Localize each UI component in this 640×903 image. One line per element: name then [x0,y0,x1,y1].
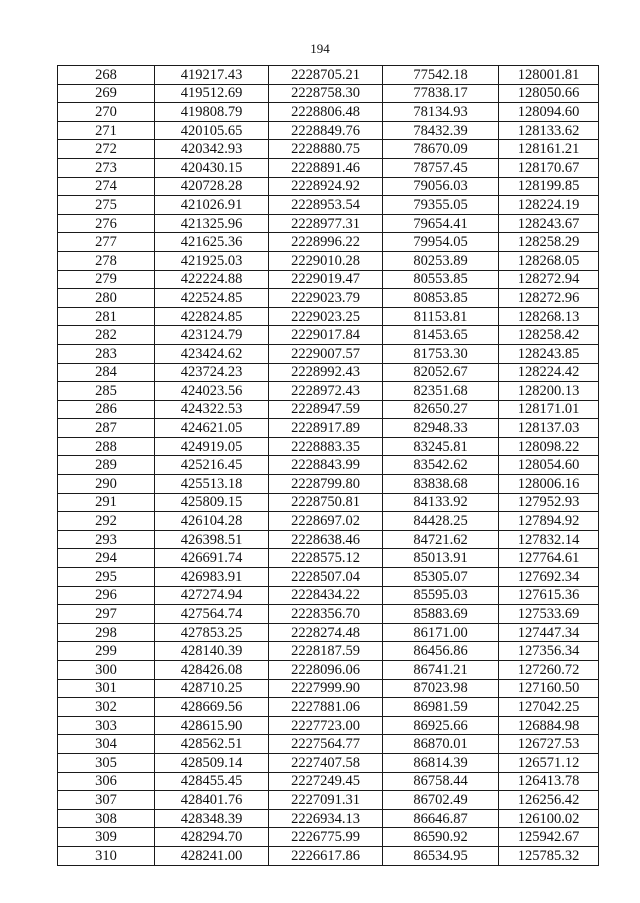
point-number-cell: 270 [58,103,155,122]
coord-a-y-cell: 2227091.31 [269,791,383,810]
coord-a-x-cell: 428669.56 [155,698,269,717]
table-row [58,753,599,772]
coord-a-x-cell: 420342.93 [155,140,269,159]
coord-b-y-cell: 128224.42 [499,363,599,382]
coord-b-x-cell: 79355.05 [383,196,499,215]
table-row [58,251,599,270]
coord-b-x-cell: 79954.05 [383,233,499,252]
coord-b-y-cell: 125942.67 [499,828,599,847]
coord-a-x-cell: 420430.15 [155,158,269,177]
coord-a-x-cell: 425809.15 [155,493,269,512]
coord-b-y-cell: 126727.53 [499,735,599,754]
coord-b-x-cell: 86534.95 [383,846,499,865]
coord-a-y-cell: 2227564.77 [269,735,383,754]
coord-a-x-cell: 427853.25 [155,623,269,642]
coord-b-x-cell: 77542.18 [383,66,499,85]
coord-b-x-cell: 86741.21 [383,661,499,680]
coord-b-x-cell: 79056.03 [383,177,499,196]
coord-b-y-cell: 127832.14 [499,530,599,549]
coord-b-y-cell: 128054.60 [499,456,599,475]
coord-b-y-cell: 128006.16 [499,475,599,494]
point-number-cell: 276 [58,214,155,233]
coord-b-y-cell: 128258.42 [499,326,599,345]
coord-a-y-cell: 2228880.75 [269,140,383,159]
coord-a-x-cell: 427274.94 [155,586,269,605]
table-row [58,84,599,103]
coord-a-x-cell: 428294.70 [155,828,269,847]
coord-a-x-cell: 421925.03 [155,251,269,270]
coord-b-y-cell: 127764.61 [499,549,599,568]
coord-a-x-cell: 421026.91 [155,196,269,215]
coord-a-y-cell: 2228947.59 [269,400,383,419]
point-number-cell: 287 [58,419,155,438]
coord-a-y-cell: 2228917.89 [269,419,383,438]
coord-b-y-cell: 128243.85 [499,344,599,363]
coord-b-x-cell: 82948.33 [383,419,499,438]
coord-b-y-cell: 128200.13 [499,382,599,401]
table-row [58,196,599,215]
coord-b-y-cell: 128001.81 [499,66,599,85]
coord-b-x-cell: 85595.03 [383,586,499,605]
coord-a-x-cell: 426398.51 [155,530,269,549]
point-number-cell: 281 [58,307,155,326]
coord-a-y-cell: 2229017.84 [269,326,383,345]
table-row [58,568,599,587]
coord-a-y-cell: 2228953.54 [269,196,383,215]
table-row [58,623,599,642]
coord-a-x-cell: 424919.05 [155,437,269,456]
point-number-cell: 310 [58,846,155,865]
table-row [58,493,599,512]
table-row [58,661,599,680]
coord-b-y-cell: 128258.29 [499,233,599,252]
table-row [58,140,599,159]
coord-b-x-cell: 86590.92 [383,828,499,847]
coord-b-y-cell: 125785.32 [499,846,599,865]
table-row [58,177,599,196]
coord-a-x-cell: 426104.28 [155,512,269,531]
table-row [58,828,599,847]
table-row [58,586,599,605]
coord-a-x-cell: 419217.43 [155,66,269,85]
coord-a-x-cell: 428401.76 [155,791,269,810]
point-number-cell: 307 [58,791,155,810]
coord-a-y-cell: 2229023.25 [269,307,383,326]
table-row [58,772,599,791]
coord-b-y-cell: 128268.05 [499,251,599,270]
coord-a-x-cell: 424322.53 [155,400,269,419]
coord-b-x-cell: 86171.00 [383,623,499,642]
point-number-cell: 274 [58,177,155,196]
coord-a-y-cell: 2228972.43 [269,382,383,401]
coord-b-x-cell: 80853.85 [383,289,499,308]
point-number-cell: 278 [58,251,155,270]
table-row [58,363,599,382]
coord-b-x-cell: 78432.39 [383,121,499,140]
coord-a-y-cell: 2228274.48 [269,623,383,642]
point-number-cell: 304 [58,735,155,754]
coord-a-x-cell: 420728.28 [155,177,269,196]
coord-a-y-cell: 2228575.12 [269,549,383,568]
coord-a-y-cell: 2228697.02 [269,512,383,531]
coord-b-x-cell: 83542.62 [383,456,499,475]
coord-a-y-cell: 2228638.46 [269,530,383,549]
coord-a-y-cell: 2228187.59 [269,642,383,661]
coord-a-y-cell: 2227881.06 [269,698,383,717]
table-row [58,214,599,233]
coord-b-x-cell: 82650.27 [383,400,499,419]
coord-a-y-cell: 2228356.70 [269,605,383,624]
coord-a-x-cell: 428426.08 [155,661,269,680]
table-body [58,66,599,866]
coord-a-y-cell: 2228799.80 [269,475,383,494]
coord-a-y-cell: 2226934.13 [269,809,383,828]
point-number-cell: 277 [58,233,155,252]
table-row [58,698,599,717]
coord-b-y-cell: 128224.19 [499,196,599,215]
coord-a-y-cell: 2229023.79 [269,289,383,308]
coord-a-y-cell: 2229019.47 [269,270,383,289]
coord-b-y-cell: 127533.69 [499,605,599,624]
point-number-cell: 271 [58,121,155,140]
coord-b-y-cell: 128268.13 [499,307,599,326]
coord-b-x-cell: 80553.85 [383,270,499,289]
coord-b-x-cell: 85305.07 [383,568,499,587]
point-number-cell: 300 [58,661,155,680]
coord-a-x-cell: 424621.05 [155,419,269,438]
coord-a-x-cell: 420105.65 [155,121,269,140]
point-number-cell: 297 [58,605,155,624]
coord-b-y-cell: 126256.42 [499,791,599,810]
table-row [58,475,599,494]
coord-b-y-cell: 127356.34 [499,642,599,661]
coord-a-x-cell: 419808.79 [155,103,269,122]
coord-b-x-cell: 81453.65 [383,326,499,345]
coord-b-y-cell: 128199.85 [499,177,599,196]
coord-b-y-cell: 128272.94 [499,270,599,289]
coord-a-y-cell: 2228434.22 [269,586,383,605]
coord-a-y-cell: 2228883.35 [269,437,383,456]
coord-a-x-cell: 422824.85 [155,307,269,326]
coord-b-y-cell: 128133.62 [499,121,599,140]
table-row [58,307,599,326]
table-row [58,400,599,419]
point-number-cell: 292 [58,512,155,531]
point-number-cell: 286 [58,400,155,419]
coord-a-y-cell: 2228096.06 [269,661,383,680]
coord-a-y-cell: 2228891.46 [269,158,383,177]
coord-a-y-cell: 2228849.76 [269,121,383,140]
coord-b-y-cell: 126884.98 [499,716,599,735]
coord-a-y-cell: 2228507.04 [269,568,383,587]
coord-b-x-cell: 87023.98 [383,679,499,698]
coord-a-x-cell: 423124.79 [155,326,269,345]
coord-b-x-cell: 86814.39 [383,753,499,772]
coord-b-x-cell: 86925.66 [383,716,499,735]
coord-a-x-cell: 422524.85 [155,289,269,308]
table-row [58,326,599,345]
point-number-cell: 306 [58,772,155,791]
coord-b-y-cell: 127260.72 [499,661,599,680]
table-row [58,158,599,177]
coord-a-x-cell: 424023.56 [155,382,269,401]
coord-a-x-cell: 425216.45 [155,456,269,475]
table-row [58,344,599,363]
point-number-cell: 285 [58,382,155,401]
coord-b-y-cell: 128171.01 [499,400,599,419]
point-number-cell: 296 [58,586,155,605]
coord-b-x-cell: 78757.45 [383,158,499,177]
coord-b-x-cell: 84133.92 [383,493,499,512]
table-row [58,846,599,865]
table-row [58,549,599,568]
table-row [58,382,599,401]
coord-b-x-cell: 81753.30 [383,344,499,363]
point-number-cell: 303 [58,716,155,735]
point-number-cell: 289 [58,456,155,475]
point-number-cell: 299 [58,642,155,661]
coord-b-y-cell: 126100.02 [499,809,599,828]
point-number-cell: 291 [58,493,155,512]
coord-b-x-cell: 86981.59 [383,698,499,717]
coord-a-x-cell: 426691.74 [155,549,269,568]
coord-b-x-cell: 83838.68 [383,475,499,494]
coord-b-y-cell: 128098.22 [499,437,599,456]
coord-b-x-cell: 80253.89 [383,251,499,270]
table-row [58,809,599,828]
coord-a-x-cell: 428710.25 [155,679,269,698]
coord-b-x-cell: 79654.41 [383,214,499,233]
point-number-cell: 284 [58,363,155,382]
table-row [58,233,599,252]
coord-a-y-cell: 2227999.90 [269,679,383,698]
coord-a-x-cell: 422224.88 [155,270,269,289]
coord-b-y-cell: 127160.50 [499,679,599,698]
table-row [58,456,599,475]
coord-b-x-cell: 84721.62 [383,530,499,549]
point-number-cell: 275 [58,196,155,215]
table-row [58,791,599,810]
coord-b-x-cell: 84428.25 [383,512,499,531]
coord-b-y-cell: 128050.66 [499,84,599,103]
coord-b-x-cell: 82351.68 [383,382,499,401]
table-row [58,66,599,85]
point-number-cell: 288 [58,437,155,456]
point-number-cell: 268 [58,66,155,85]
coord-a-x-cell: 428615.90 [155,716,269,735]
coord-a-y-cell: 2228705.21 [269,66,383,85]
coord-b-y-cell: 127692.34 [499,568,599,587]
coord-b-x-cell: 86702.49 [383,791,499,810]
table-row [58,437,599,456]
coord-b-x-cell: 85883.69 [383,605,499,624]
coord-a-x-cell: 421625.36 [155,233,269,252]
point-number-cell: 273 [58,158,155,177]
table-row [58,419,599,438]
point-number-cell: 280 [58,289,155,308]
table-row [58,735,599,754]
point-number-cell: 290 [58,475,155,494]
coord-a-x-cell: 426983.91 [155,568,269,587]
table-row [58,605,599,624]
coord-a-y-cell: 2228843.99 [269,456,383,475]
point-number-cell: 272 [58,140,155,159]
table-row [58,679,599,698]
table-row [58,103,599,122]
coord-b-y-cell: 127894.92 [499,512,599,531]
coord-a-y-cell: 2226617.86 [269,846,383,865]
point-number-cell: 301 [58,679,155,698]
coord-b-x-cell: 81153.81 [383,307,499,326]
point-number-cell: 305 [58,753,155,772]
coord-b-x-cell: 85013.91 [383,549,499,568]
point-number-cell: 309 [58,828,155,847]
coord-a-y-cell: 2228924.92 [269,177,383,196]
coord-b-y-cell: 127615.36 [499,586,599,605]
coord-a-y-cell: 2228806.48 [269,103,383,122]
coord-b-x-cell: 82052.67 [383,363,499,382]
coord-b-y-cell: 128094.60 [499,103,599,122]
coord-b-x-cell: 86758.44 [383,772,499,791]
coord-b-x-cell: 77838.17 [383,84,499,103]
coord-b-x-cell: 86456.86 [383,642,499,661]
coord-a-x-cell: 421325.96 [155,214,269,233]
page-number: 194 [310,41,330,56]
coord-a-y-cell: 2229010.28 [269,251,383,270]
coord-a-x-cell: 425513.18 [155,475,269,494]
point-number-cell: 279 [58,270,155,289]
table-row [58,642,599,661]
coord-b-x-cell: 86870.01 [383,735,499,754]
coord-b-y-cell: 128170.67 [499,158,599,177]
coord-b-x-cell: 78670.09 [383,140,499,159]
coord-b-x-cell: 83245.81 [383,437,499,456]
coord-b-y-cell: 128161.21 [499,140,599,159]
point-number-cell: 283 [58,344,155,363]
point-number-cell: 298 [58,623,155,642]
coord-a-y-cell: 2228996.22 [269,233,383,252]
coordinates-table [57,65,599,866]
coord-a-y-cell: 2227723.00 [269,716,383,735]
coord-b-x-cell: 86646.87 [383,809,499,828]
coord-a-x-cell: 419512.69 [155,84,269,103]
table-row [58,289,599,308]
coord-a-x-cell: 427564.74 [155,605,269,624]
coord-a-x-cell: 428241.00 [155,846,269,865]
coord-a-x-cell: 428455.45 [155,772,269,791]
coord-a-x-cell: 428509.14 [155,753,269,772]
table-row [58,270,599,289]
coord-b-y-cell: 127042.25 [499,698,599,717]
coord-b-y-cell: 127952.93 [499,493,599,512]
point-number-cell: 293 [58,530,155,549]
coord-a-y-cell: 2228992.43 [269,363,383,382]
coord-a-y-cell: 2229007.57 [269,344,383,363]
coord-a-y-cell: 2228758.30 [269,84,383,103]
point-number-cell: 295 [58,568,155,587]
coord-b-x-cell: 78134.93 [383,103,499,122]
coord-a-x-cell: 428140.39 [155,642,269,661]
table-row [58,512,599,531]
point-number-cell: 308 [58,809,155,828]
coord-b-y-cell: 126571.12 [499,753,599,772]
coord-a-x-cell: 423724.23 [155,363,269,382]
coord-a-x-cell: 428348.39 [155,809,269,828]
point-number-cell: 294 [58,549,155,568]
coord-a-x-cell: 428562.51 [155,735,269,754]
table-row [58,121,599,140]
point-number-cell: 302 [58,698,155,717]
point-number-cell: 269 [58,84,155,103]
point-number-cell: 282 [58,326,155,345]
coord-a-x-cell: 423424.62 [155,344,269,363]
coord-a-y-cell: 2226775.99 [269,828,383,847]
coord-a-y-cell: 2227407.58 [269,753,383,772]
coord-a-y-cell: 2227249.45 [269,772,383,791]
table-row [58,716,599,735]
coord-b-y-cell: 126413.78 [499,772,599,791]
coord-b-y-cell: 128243.67 [499,214,599,233]
coord-a-y-cell: 2228750.81 [269,493,383,512]
table-row [58,530,599,549]
coord-a-y-cell: 2228977.31 [269,214,383,233]
coord-b-y-cell: 127447.34 [499,623,599,642]
coord-b-y-cell: 128272.96 [499,289,599,308]
coord-b-y-cell: 128137.03 [499,419,599,438]
